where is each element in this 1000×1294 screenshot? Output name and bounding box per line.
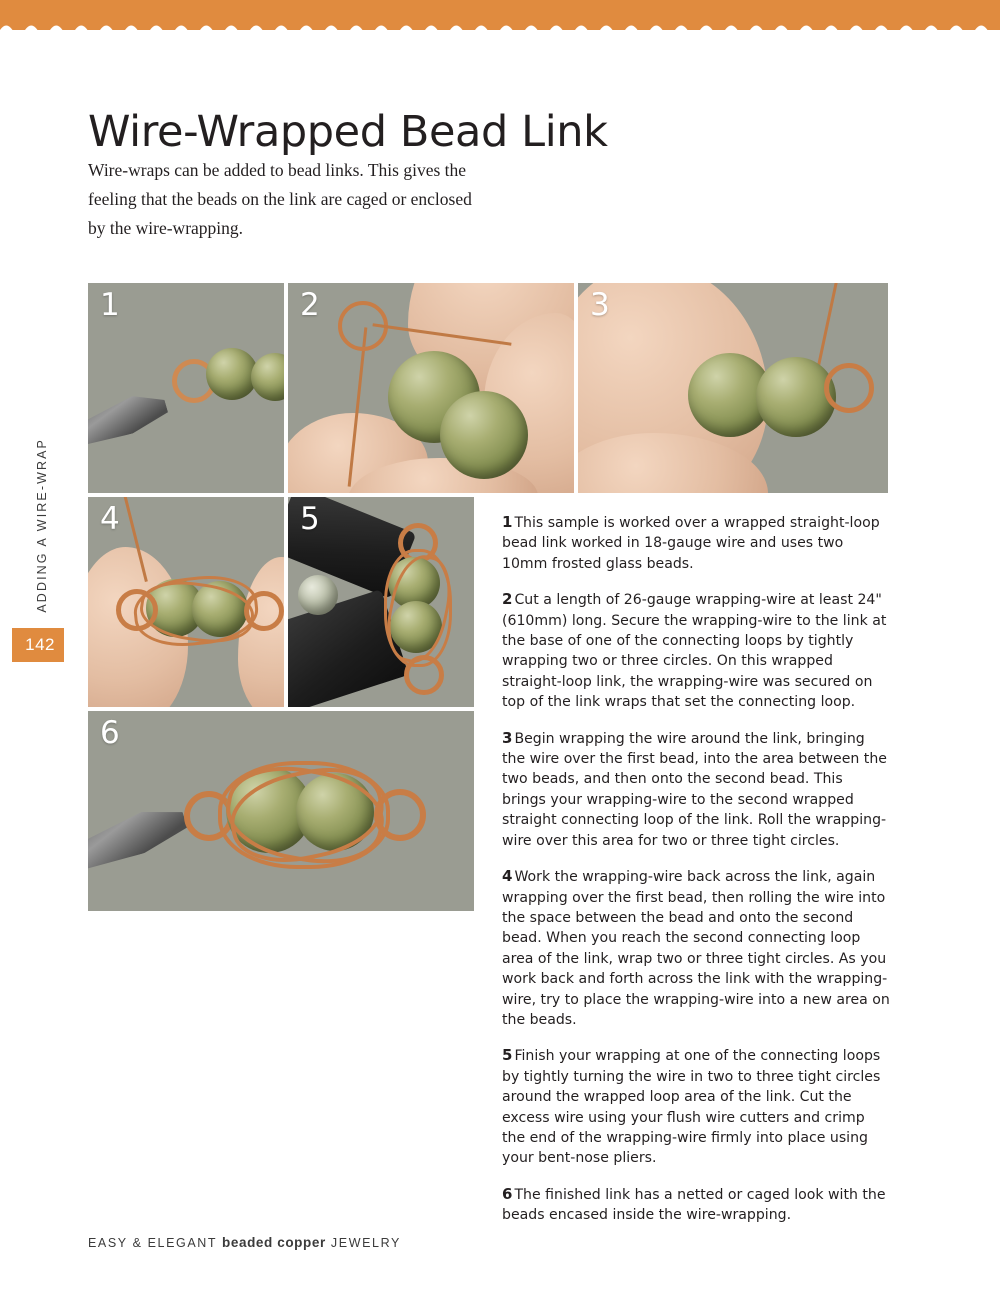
footer-book-title — [88, 1235, 401, 1250]
top-decorative-band — [0, 0, 1000, 30]
wave-pattern-icon — [0, 21, 1000, 30]
footer-part-1: EASY & ELEGANT — [88, 1236, 223, 1250]
page-intro: Wire-wraps can be added to bead links. This gives the feeling that the beads on the link are caged or enclosed by the wire-wrapping. — [88, 159, 472, 238]
footer-part-2: beaded copper — [222, 1235, 326, 1250]
step-photo-4 — [88, 497, 284, 707]
step-photo-number: 6 — [100, 715, 120, 751]
section-side-label — [30, 430, 54, 620]
wire-loop-right — [374, 789, 426, 841]
step-3-text: Begin wrapping the wire around the link, bringing the wire over the first bead, into the area between the two beads, and then onto the second bead. This brings your wrapping-wire to the second wrapped straight connecting loop of the link. Roll the wrapping-wire over this area for two or three tight circles. — [502, 730, 887, 849]
bead-second — [251, 353, 284, 401]
step-1-number: 1 — [502, 513, 513, 531]
step-photo-1 — [88, 283, 284, 493]
step-3 — [502, 728, 890, 851]
step-6 — [502, 1184, 890, 1226]
step-6-number: 6 — [502, 1184, 513, 1203]
wire-loop-right — [824, 363, 874, 413]
pliers-pivot — [298, 575, 338, 615]
instruction-steps — [502, 512, 890, 1241]
step-photo-2 — [288, 283, 574, 493]
bead-second — [440, 391, 528, 479]
step-photo-number: 5 — [300, 501, 320, 537]
step-5-number: 5 — [502, 1046, 513, 1065]
step-photo-number: 3 — [590, 287, 610, 323]
page-number-badge — [12, 628, 64, 662]
bead-second — [756, 357, 836, 437]
step-photo-5 — [288, 497, 474, 707]
step-1-text: This sample is worked over a wrapped straight-loop bead link worked in 18-gauge wire and uses two 10mm frosted glass beads. — [502, 515, 880, 572]
wire-loop-bottom — [404, 655, 444, 695]
step-photo-number: 1 — [100, 287, 120, 323]
step-photo-number: 2 — [300, 287, 320, 323]
page-title: Wire-Wrapped Bead Link — [88, 106, 608, 157]
pliers-tip — [88, 388, 171, 450]
pliers-tip — [88, 800, 191, 878]
step-photo-6 — [88, 711, 474, 911]
step-2-text: Cut a length of 26-gauge wrapping-wire at least 24" (610mm) long. Secure the wrapping-wire to the link at the base of one of the connecting loops by tightly wrapping two or three circles. On this wrapped straight-loop link, the wrapping-wire was secured on top of the link wraps that set the connecting loop. — [502, 592, 887, 711]
step-2-number: 2 — [502, 590, 513, 609]
step-photo-number: 4 — [100, 501, 120, 537]
step-4-text: Work the wrapping-wire back across the link, again wrapping over the first bead, then rolling the wire into the space between the bead and onto the second bead. When you reach the second connecting loop area of the link, wrap two or three tight circles. As you work back and forth across the link with the wrapping-wire, try to place the wrapping-wire into a new area on the beads. — [502, 869, 890, 1028]
step-6-text: The finished link has a netted or caged look with the beads encased inside the wire-wrapping. — [502, 1186, 886, 1224]
footer-part-3: JEWELRY — [325, 1236, 401, 1250]
step-2 — [502, 589, 890, 712]
wire-loop-left — [116, 589, 158, 631]
wire-loop-right — [244, 591, 284, 631]
step-3-number: 3 — [502, 728, 513, 747]
step-photo-3 — [578, 283, 888, 493]
step-1 — [502, 512, 890, 574]
step-4-number: 4 — [502, 867, 513, 886]
page-number-text: 142 — [25, 635, 55, 654]
step-5-text: Finish your wrapping at one of the connecting loops by tightly turning the wire in two to three tight circles around the wrapped loop area of the link. Cut the excess wire using your flush wire cutters and crimp the end of the wrapping-wire firmly into place using your bent-nose pliers. — [502, 1048, 881, 1167]
step-4 — [502, 866, 890, 1030]
section-side-label-text: ADDING A WIRE-WRAP — [35, 437, 49, 613]
step-5 — [502, 1045, 890, 1168]
